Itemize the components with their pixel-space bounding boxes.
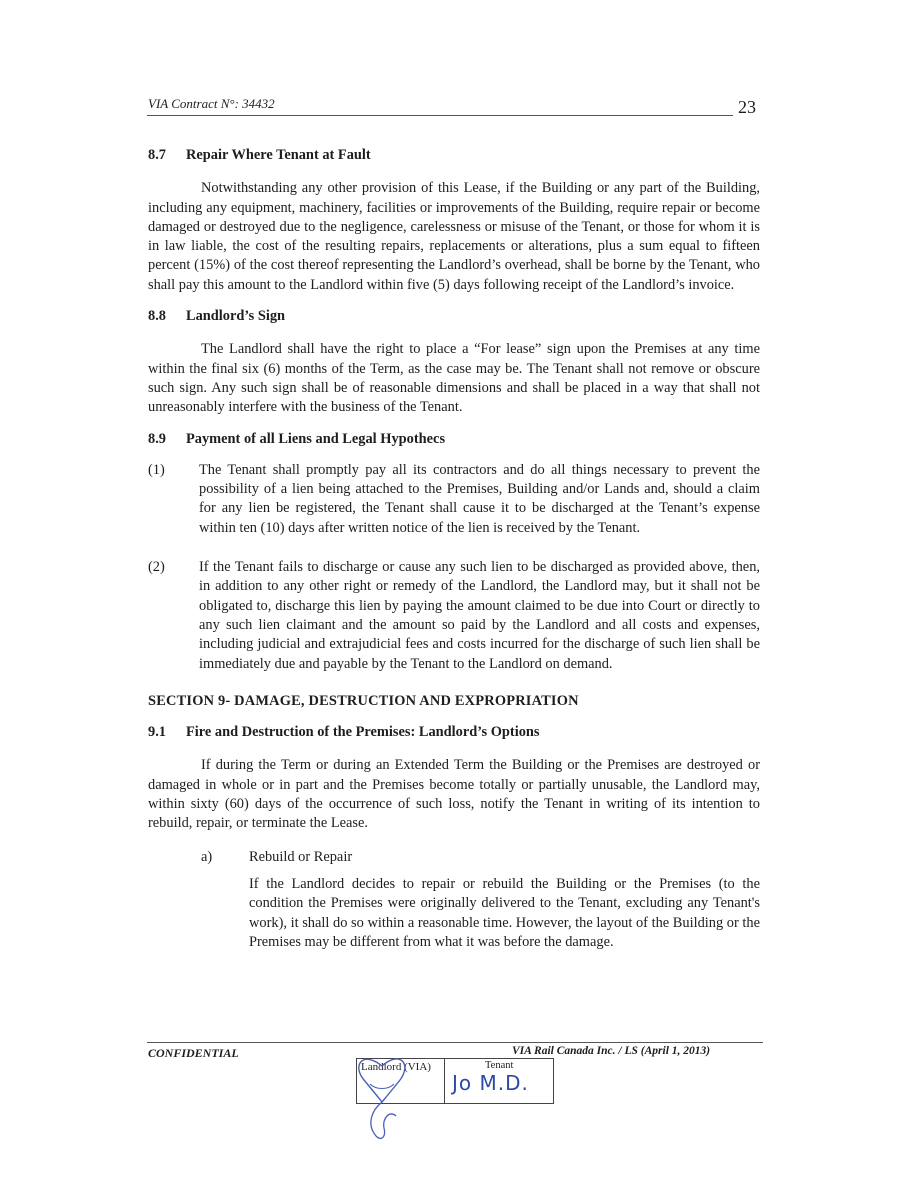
initials-divider [444, 1059, 445, 1103]
paragraph-8-8: The Landlord shall have the right to place a “For lease” sign upon the Premises at any time within the final six (6) months of the Term, as the case may be. The Tenant shall not remove or obscure such sign. Any such sign shall be of reasonable dimensions and shall be placed in a way that shall not unreasonably interfere with the business of the Tenant. [148, 341, 760, 416]
heading-title: Landlord’s Sign [186, 308, 286, 325]
heading-number: 8.9 [148, 430, 166, 447]
sub-item-label: a) [201, 848, 213, 865]
heading-number: 8.7 [148, 147, 166, 163]
tenant-initials: Jo M.D. [452, 1071, 529, 1095]
heading-9-1 [148, 723, 760, 742]
footer-company: VIA Rail Canada Inc. / LS (April 1, 2013) [512, 1045, 711, 1057]
sub-item-a [148, 848, 760, 867]
heading-8-9 [148, 430, 760, 449]
heading-title: Repair Where Tenant at Fault [186, 147, 371, 163]
landlord-signature-icon [352, 1044, 412, 1150]
heading-8-7 [148, 146, 760, 165]
list-item-text: The Tenant shall promptly pay all its contractors and do all things necessary to prevent the possibility of a lien being attached to the Premises, Building and/or Lands and, should a claim for any lien be registered, the Tenant shall cause it to be discharged at the Tenant’s expense within ten (10) days after written notice of the lien is received by the Tenant. [199, 461, 760, 536]
list-item-label: (1) [148, 461, 165, 478]
document-body [148, 146, 760, 952]
heading-8-8 [148, 307, 760, 326]
header-contract-number: VIA Contract N°: 34432 [148, 96, 275, 111]
heading-number: 8.8 [148, 308, 166, 325]
sub-item-text: If the Landlord decides to repair or rebuild the Building or the Premises (to the condition the Premises were originally delivered to the Tenant, excluding any Tenant's work), it shall do so within a reasonable time. However, the layout of the Building or the Premises may be different from what it was before the damage. [249, 875, 760, 950]
list-item-text: If the Tenant fails to discharge or cause any such lien to be discharged as provided above, then, in addition to any other right or remedy of the Landlord, the Landlord may, but it shall not be obligated to, discharge this lien by paying the amount claimed to be due into Court or directly to any such lien claimant and the amount so paid by the Landlord and all costs and expenses, including judicial and extrajudicial fees and costs incurred for the discharge of such lien shall be immediately due and payable by the Tenant to the Landlord on demand. [199, 559, 760, 672]
list-item-label: (2) [148, 559, 165, 576]
footer-rule [147, 1042, 763, 1043]
list-item [148, 461, 760, 538]
header-rule [147, 115, 733, 116]
sub-item-title: Rebuild or Repair [249, 848, 353, 865]
list-item [148, 558, 760, 674]
landlord-label: Landlord (VIA) [361, 1061, 431, 1073]
heading-title: Fire and Destruction of the Premises: Landlord’s Options [186, 724, 540, 741]
section-9-title: SECTION 9- DAMAGE, DESTRUCTION AND EXPROPRIATION [148, 692, 579, 709]
paragraph-9-1: If during the Term or during an Extended Term the Building or the Premises are destroyed or damaged in whole or in part and the Premises become totally or partially unusable, the Landlord may, within sixty (60) days of the occurrence of such loss, notify the Tenant in writing of its intention to rebuild, repair, or terminate the Lease. [148, 757, 760, 832]
heading-number: 9.1 [148, 724, 166, 741]
heading-title: Payment of all Liens and Legal Hypothecs [186, 430, 446, 447]
tenant-label: Tenant [485, 1060, 514, 1071]
page-number: 23 [738, 97, 756, 117]
footer-confidential: CONFIDENTIAL [148, 1046, 239, 1060]
paragraph-8-7: Notwithstanding any other provision of this Lease, if the Building or any part of the Building, including any equipment, machinery, facilities or improvements of the Building, require repair or become damaged or destroyed due to the negligence, carelessness or misuse of the Tenant, or those for whom it is in law liable, the cost of the resulting repairs, replacements or alterations, plus a sum equal to fifteen percent (15%) of the cost thereof representing the Landlord’s overhead, shall be borne by the Tenant, who shall pay this amount to the Landlord within five (5) days following receipt of the Landlord’s invoice. [148, 180, 760, 293]
